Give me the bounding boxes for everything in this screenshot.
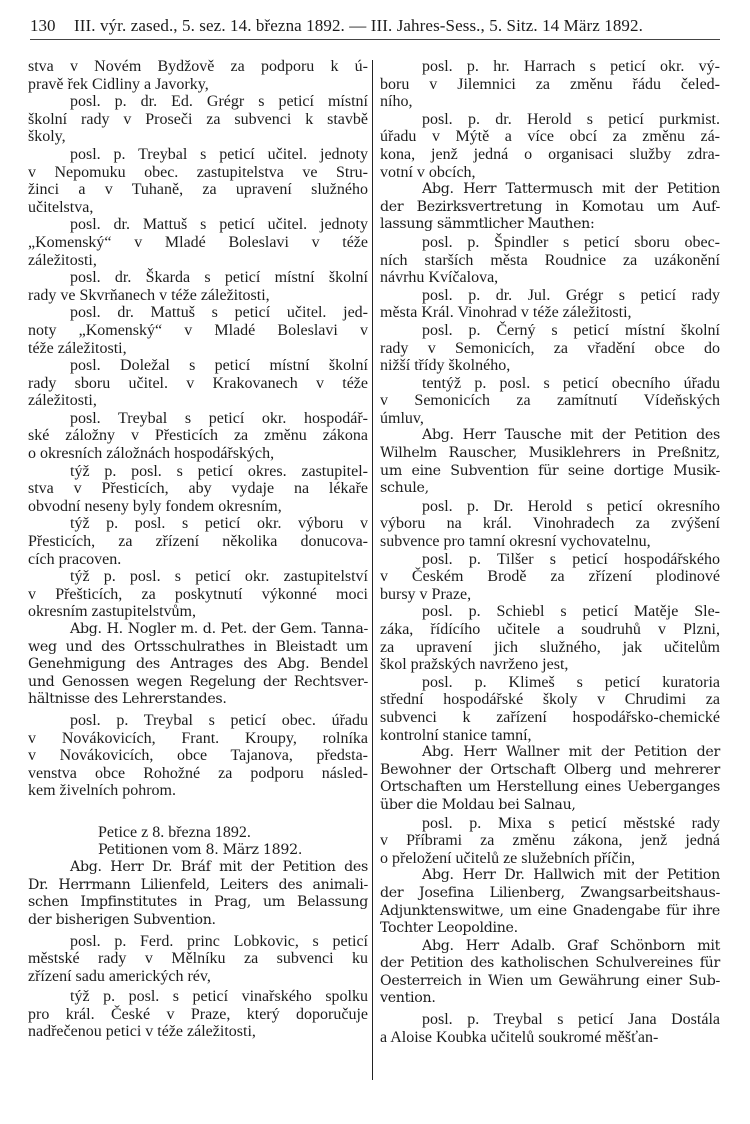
text-line: Přesticích, za zřízení několika donucova- [28, 533, 368, 551]
text-line: venstva obce Rohožné za podporu násled- [28, 764, 368, 782]
text-line: úřadu v Mýtě a více obcí za změnu zá- [380, 128, 720, 146]
text-line: posl. Doležal s peticí místní školní [70, 357, 368, 375]
text-line: kem živelních pohrom. [28, 782, 176, 800]
text-line: posl. p. Dr. Herold s peticí okresního [422, 497, 720, 515]
text-line: vention. [380, 990, 436, 1007]
text-line: stva v Novém Bydžově za podporu k ú- [28, 58, 368, 75]
text-line: v Semonicích za zamítnutí Vídeňských [380, 392, 720, 410]
text-line: Oesterreich in Wien um Gewährung einer Sub- [380, 972, 720, 989]
page-number: 130 [30, 16, 56, 35]
text-line: der Bezirksvertretung in Komotau um Auf- [380, 198, 720, 215]
running-header [30, 12, 720, 38]
section-heading: Petice z 8. března 1892. [98, 823, 251, 841]
text-line: boru v Jilemnici za změnu řádu čeled- [380, 75, 720, 93]
text-line: der bisherigen Subvention. [28, 911, 216, 928]
text-line: učitelstva, [28, 198, 94, 216]
text-line: rady sboru učitel. v Krakovanech v téže [28, 374, 368, 392]
text-line: v Přešticích, za poskytnutí výkonné moci [28, 585, 368, 603]
text-line: posl. p. Treybal s peticí obec. úřadu [70, 711, 368, 729]
text-line: Adjunktenswitwe, um eine Gnadengabe für ihre [380, 902, 720, 919]
text-line: der Josefina Lilienberg, Zwangsarbeitshaus- [380, 884, 720, 901]
text-line: záka, řídícího učitele a soudruhů v Plzni, [380, 621, 720, 638]
text-line: nižší třídy školného, [380, 357, 511, 375]
text-line: schen Impfinstitutes in Prag, um Belassung [28, 894, 368, 911]
text-line: v Nepomuku obec. zastupitelstva ve Stru- [28, 163, 368, 181]
column-divider [372, 60, 373, 1080]
text-line: záležitosti, [28, 392, 97, 410]
text-line: o přeložení učitelů ze služebních příčin, [380, 849, 636, 867]
text-line: městské rady v Mělníku za subvenci ku [28, 950, 368, 968]
right-column [380, 58, 720, 1046]
text-line: týž p. posl. s peticí okr. výboru v [70, 515, 368, 533]
text-line: školní rady v Proseči za subvenci k stavbě [28, 110, 368, 128]
text-line: subvence pro tamní okresní vychovatelnu, [380, 533, 651, 551]
text-line: ního, [380, 93, 413, 111]
text-line: Abg. Herr Adalb. Graf Schönborn mit [422, 937, 720, 954]
text-line: posl. p. dr. Ed. Grégr s peticí místní [70, 93, 368, 111]
section-heading: Petitionen vom 8. März 1892. [98, 841, 303, 858]
text-line: města Král. Vinohrad v téže záležitosti, [380, 304, 632, 322]
text-line: o okresních záložnách hospodářských, [28, 445, 275, 463]
text-line: téže záležitosti, [28, 339, 127, 357]
left-column [28, 58, 368, 1041]
text-line: Abg. Herr Dr. Bráf mit der Petition des [70, 859, 368, 876]
text-line: školy, [28, 128, 66, 146]
text-line: Abg. Herr Tattermusch mit der Petition [422, 181, 720, 198]
text-line: lassung sämmtlicher Mauthen: [380, 216, 595, 233]
text-line: und Genossen wegen Regelung der Rechtsver- [28, 673, 368, 690]
text-line: tentýž p. posl. s peticí obecního úřadu [422, 374, 720, 392]
text-line: noty „Komenský“ v Mladé Boleslavi v [28, 321, 368, 339]
text-line: posl. dr. Škarda s peticí místní školní [70, 269, 368, 287]
text-line: Genehmigung des Antrages des Abg. Bendel [28, 656, 368, 673]
text-line: posl. p. Mixa s peticí městské rady [422, 814, 720, 832]
header-title: III. výr. zased., 5. sez. 14. března 1892. — III. Jahres-Sess., 5. Sitz. 14 März 1892. [74, 16, 643, 35]
header-rule [30, 39, 720, 40]
text-line: obvodní neseny byly fondem okresním, [28, 497, 282, 515]
text-line: stva v Přesticích, aby vydaje na lékaře [28, 480, 368, 498]
text-line: posl. p. Schiebl s peticí Matěje Sle- [422, 603, 720, 621]
text-line: návrhu Kvíčalova, [380, 269, 499, 287]
text-line: střední hospodářské školy v Chrudimi za [380, 691, 720, 709]
text-line: úmluv, [380, 409, 424, 427]
text-line: bursy v Praze, [380, 585, 472, 603]
text-line: v Českém Brodě za zřízení plodinové [380, 568, 720, 586]
text-line: posl. p. Černý s peticí místní školní [422, 321, 720, 339]
text-line: posl. p. Treybal s peticí Jana Dostála [422, 1011, 720, 1029]
text-line: výboru na král. Vinohradech za zvýšení [380, 515, 720, 533]
text-line: posl. p. Ferd. princ Lobkovic, s peticí [70, 932, 368, 950]
text-line: posl. dr. Mattuš s peticí učitel. jed- [70, 304, 368, 322]
text-line: Abg. Herr Wallner mit der Petition der [422, 744, 720, 761]
text-line: votní v obcích, [380, 163, 476, 181]
text-line: rady ve Skvrňanech v téže záležitosti, [28, 286, 270, 304]
text-line: posl. Treybal s peticí okr. hospodář- [70, 409, 368, 427]
text-line: okresním zastupitelstvům, [28, 603, 196, 621]
text-line: nadřečenou petici v téže záležitosti, [28, 1023, 256, 1041]
text-line: v Novákovicích, Frant. Kroupy, rolníka [28, 729, 368, 747]
text-line: weg und des Ortsschulrathes in Bleistadt um [28, 638, 368, 655]
text-line: posl. p. Treybal s peticí učitel. jednoty [70, 145, 368, 163]
text-line: Tochter Leopoldine. [380, 920, 518, 937]
text-line: týž p. posl. s peticí vinařského spolku [70, 988, 368, 1006]
text-line: Abg. Herr Tausche mit der Petition des [422, 427, 720, 444]
text-line: škol pražských navrženo jest, [380, 656, 569, 674]
text-line: rady v Semonicích, za vřadění obce do [380, 339, 720, 357]
text-line: v Příbrami za změnu zákona, jenž jedná [380, 832, 720, 850]
text-line: der Petition des katholischen Schulvereines für [380, 955, 720, 972]
text-line: posl. dr. Mattuš s peticí učitel. jednoty [70, 216, 368, 234]
text-line: žinci a v Tuhaně, za upravení služného [28, 181, 368, 199]
text-line: posl. p. Špindler s peticí sboru obec- [422, 233, 720, 251]
paragraph-spacer [28, 800, 368, 824]
text-line: pro král. České v Praze, který doporučuje [28, 1005, 368, 1023]
text-line: v Novákovicích, obce Tajanova, předsta- [28, 747, 368, 765]
text-line: um eine Subvention für seine dortige Musik- [380, 462, 720, 479]
text-line: kona, jenž jedná o organisaci služby zdra- [380, 145, 720, 163]
text-line: ské záložny v Přesticích za změnu zákona [28, 427, 368, 445]
text-line: týž p. posl. s peticí okr. zastupitelství [70, 568, 368, 586]
text-line: posl. p. Tilšer s peticí hospodářského [422, 550, 720, 568]
text-line: posl. p. Klimeš s peticí kuratoria [422, 673, 720, 691]
text-line: pravě řek Cidliny a Javorky, [28, 75, 209, 93]
text-line: Wilhelm Rauscher, Musiklehrers in Preßnitz, [380, 445, 720, 462]
text-line: posl. p. hr. Harrach s peticí okr. vý- [422, 58, 720, 75]
text-line: Dr. Herrmann Lilienfeld, Leiters des animali- [28, 876, 368, 893]
text-line: Ortschaften um Herstellung eines Ueberganges [380, 779, 720, 796]
text-line: subvenci k zařízení hospodářsko-chemické [380, 708, 720, 726]
text-line: über die Moldau bei Salnau, [380, 796, 576, 813]
text-line: kontrolní stanice tamní, [380, 726, 532, 744]
text-line: zřízení sadu amerických rév, [28, 967, 211, 985]
text-line: cích pracoven. [28, 550, 122, 568]
text-line: Abg. Herr Dr. Hallwich mit der Petition [422, 867, 720, 884]
text-line: „Komenský“ v Mladé Boleslavi v téže [28, 233, 368, 251]
text-line: hältnisse des Lehrerstandes. [28, 691, 227, 708]
text-line: ních starších města Roudnice za uzákonění [380, 251, 720, 269]
text-line: Abg. H. Nogler m. d. Pet. der Gem. Tanna- [70, 621, 368, 637]
text-line: záležitosti, [28, 251, 97, 269]
text-line: schule, [380, 480, 429, 497]
text-line: posl. p. dr. Jul. Grégr s peticí rady [422, 286, 720, 304]
text-line: týž p. posl. s peticí okres. zastupitel- [70, 462, 368, 480]
text-line: posl. p. dr. Herold s peticí purkmist. [422, 110, 720, 128]
text-line: za upravení jich služného, jak učitelům [380, 638, 720, 656]
text-line: a Aloise Koubka učitelů soukromé měšťan- [380, 1028, 659, 1046]
text-line: Bewohner der Ortschaft Olberg und mehrerer [380, 761, 720, 778]
